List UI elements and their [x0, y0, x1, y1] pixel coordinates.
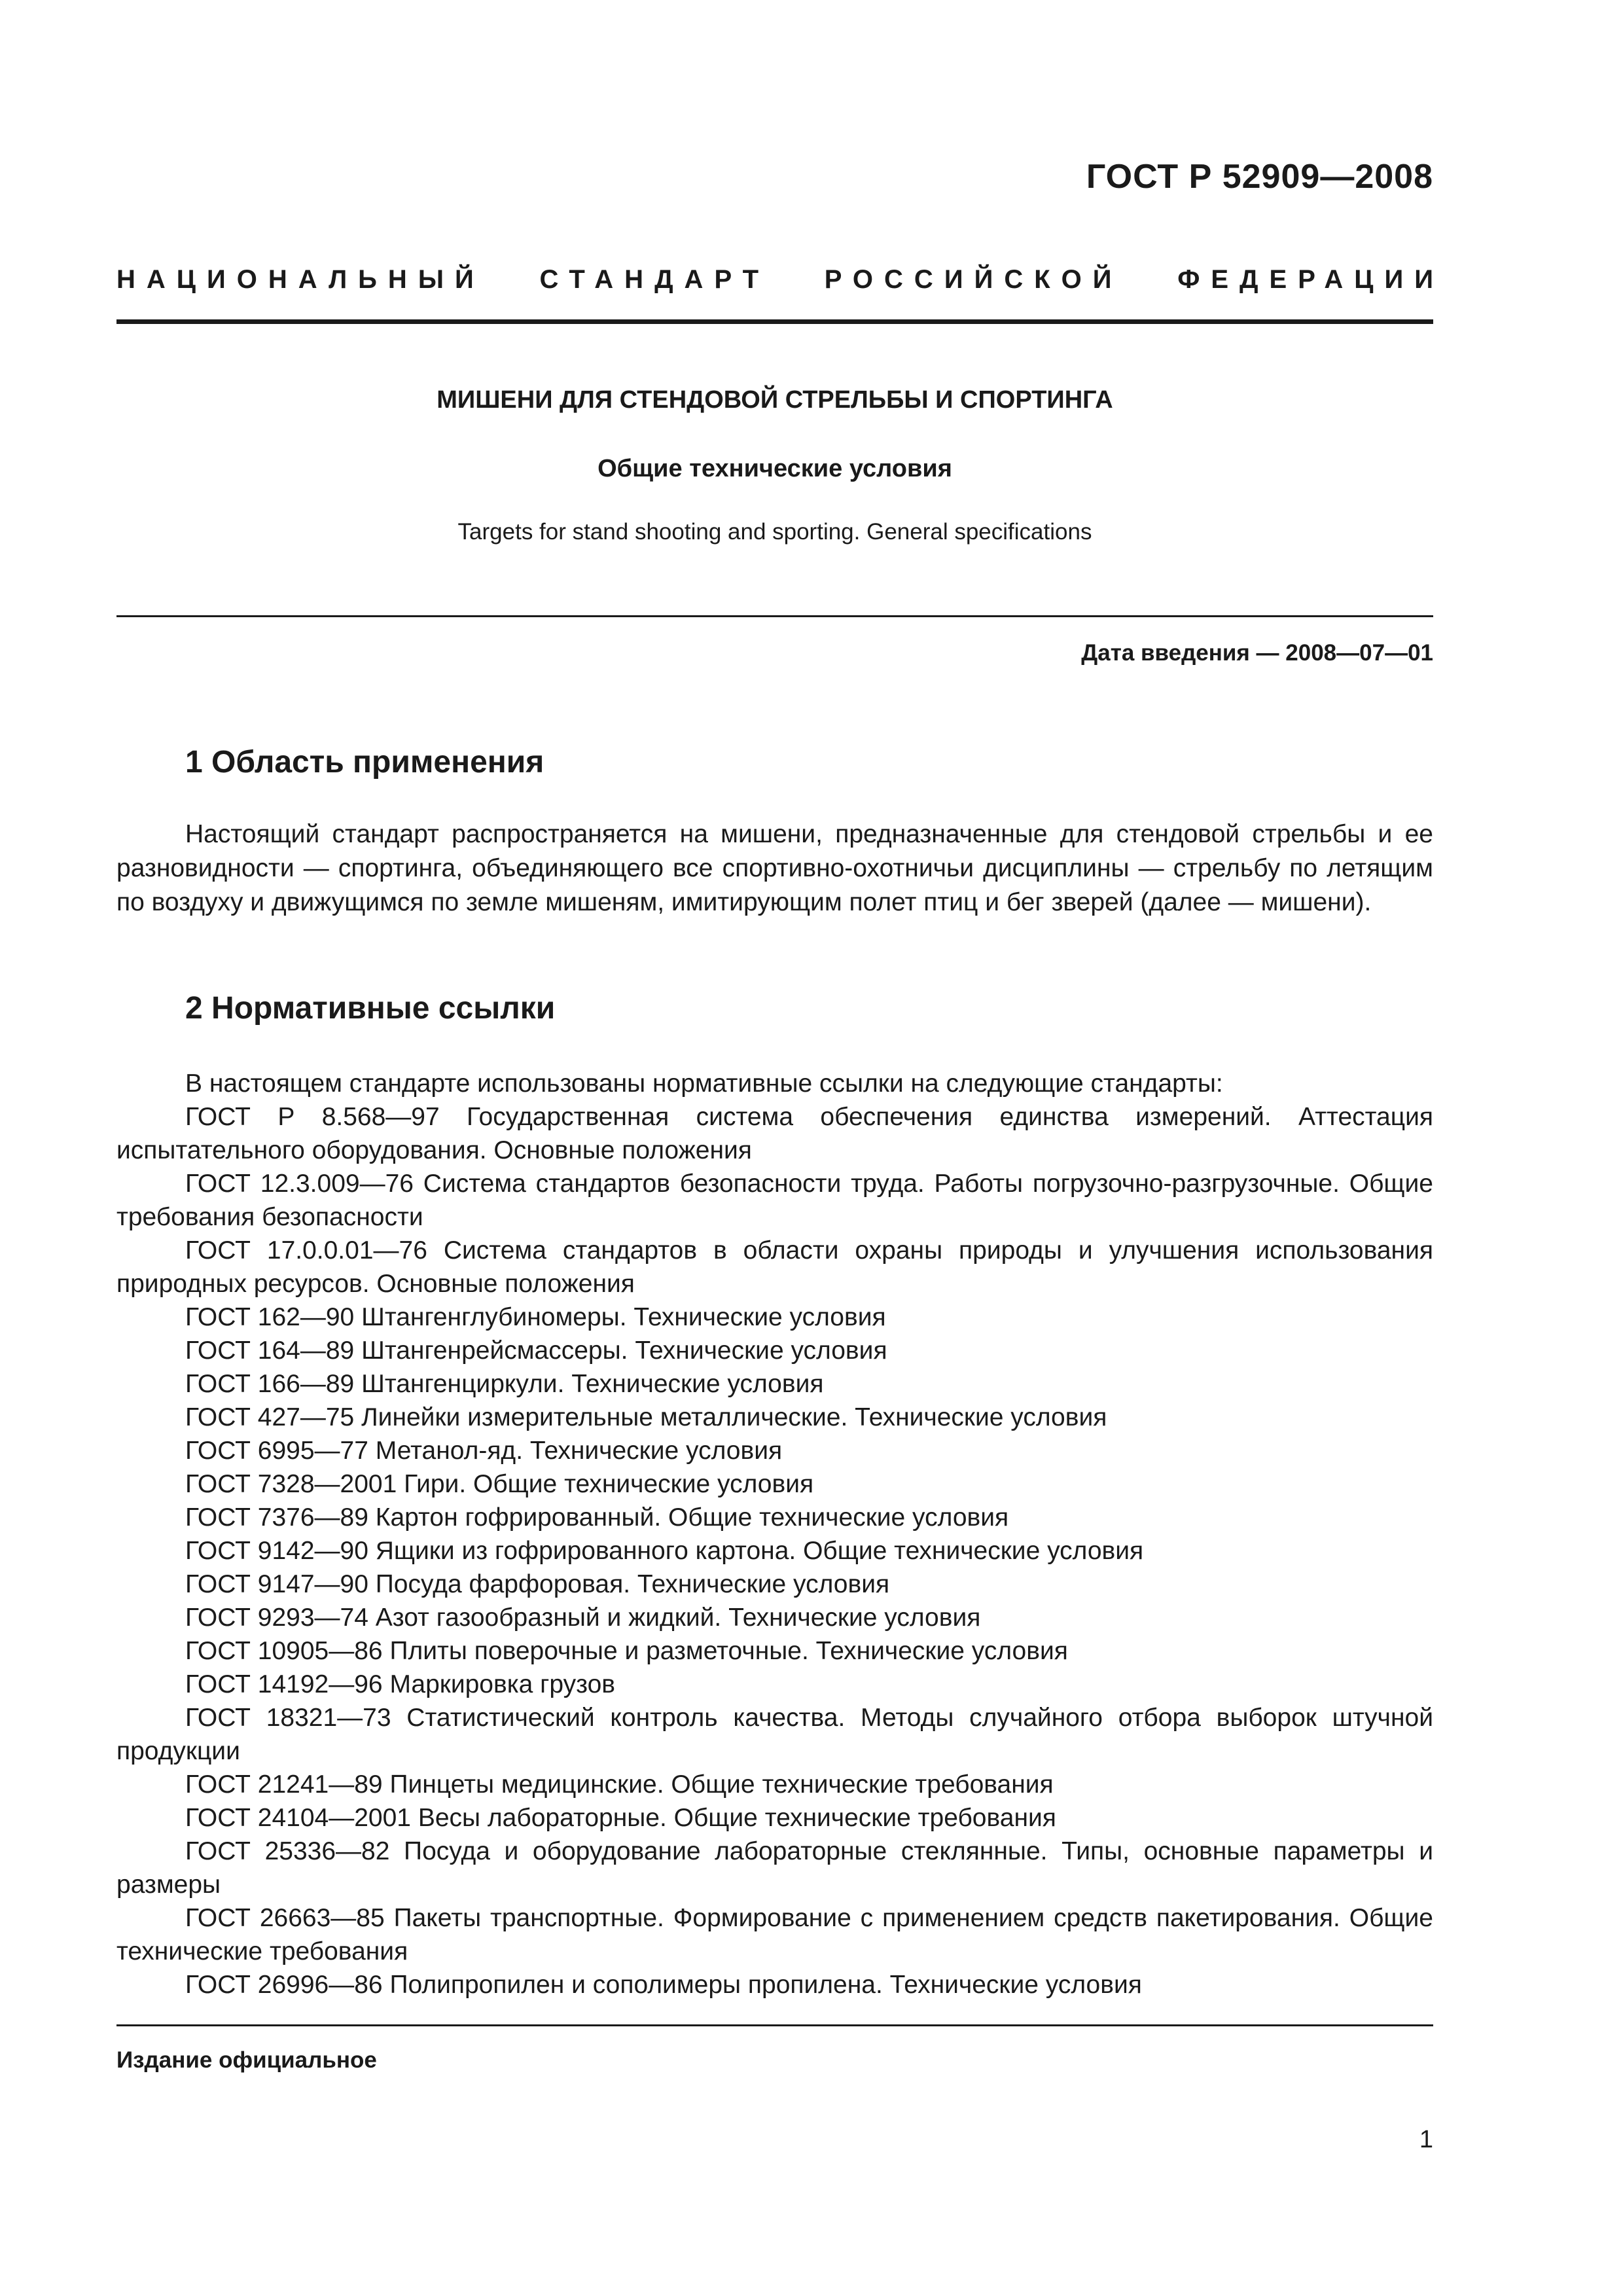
header-word: ФЕДЕРАЦИИ [1177, 265, 1444, 294]
reference-item: ГОСТ 427—75 Линейки измерительные металлические. Технические условия [185, 1403, 1107, 1431]
reference-item: ГОСТ 7376—89 Картон гофрированный. Общие технические условия [185, 1503, 1009, 1532]
document-subtitle: Общие технические условия [597, 455, 952, 482]
reference-item: ГОСТ 17.0.0.01—76 Система стандартов в области охраны природы и улучшения использования природных ресурсов. Основные положения [116, 1236, 1433, 1298]
reference-item: ГОСТ 162—90 Штангенглубиномеры. Технические условия [185, 1303, 886, 1331]
official-edition-label: Издание официальное [116, 2047, 377, 2073]
references-list [116, 1067, 1433, 2001]
section-1-text: Настоящий стандарт распространяется на мишени, предназначенные для стендовой стрельбы и ее разновидности — спортинга, объединяющего все спортивно-охотничьи дисциплины — стрельбу по летящим по воздуху и движущимся по земле мишеням, имитирующим полет птиц и бег зверей (далее — мишени). [116, 820, 1433, 916]
reference-item: ГОСТ 26663—85 Пакеты транспортные. Формирование с применением средств пакетирования. Общие технические требования [116, 1904, 1433, 1965]
reference-item: ГОСТ 26996—86 Полипропилен и сополимеры пропилена. Технические условия [185, 1971, 1142, 1999]
reference-item: ГОСТ 9293—74 Азот газообразный и жидкий. Технические условия [185, 1604, 981, 1632]
page-number: 1 [1419, 2126, 1433, 2153]
header-word: НАЦИОНАЛЬНЫЙ [116, 265, 485, 294]
reference-item: ГОСТ 7328—2001 Гири. Общие технические условия [185, 1470, 814, 1498]
english-title: Targets for stand shooting and sporting. General specifications [457, 519, 1092, 545]
reference-item: ГОСТ 24104—2001 Весы лабораторные. Общие технические требования [185, 1804, 1056, 1832]
title-divider [116, 615, 1433, 617]
header-word: СТАНДАРТ [539, 265, 770, 294]
reference-item: ГОСТ 166—89 Штангенциркули. Технические условия [185, 1370, 824, 1398]
reference-item: ГОСТ 9147—90 Посуда фарфоровая. Технические условия [185, 1570, 890, 1598]
references-intro: В настоящем стандарте использованы нормативные ссылки на следующие стандарты: [185, 1069, 1223, 1098]
reference-item: ГОСТ 14192—96 Маркировка грузов [185, 1670, 615, 1698]
reference-item: ГОСТ 18321—73 Статистический контроль качества. Методы случайного отбора выборок штучной продукции [116, 1704, 1433, 1765]
header-word: РОССИЙСКОЙ [824, 265, 1123, 294]
section-2-heading: 2 Нормативные ссылки [185, 991, 556, 1026]
introduction-date: Дата введения — 2008—07—01 [1081, 640, 1433, 666]
footer-divider [116, 2024, 1433, 2026]
reference-item: ГОСТ 6995—77 Метанол-яд. Технические условия [185, 1437, 783, 1465]
header-divider [116, 319, 1433, 324]
document-title: МИШЕНИ ДЛЯ СТЕНДОВОЙ СТРЕЛЬБЫ И СПОРТИНГА [437, 386, 1113, 414]
national-standard-header [116, 265, 1444, 295]
reference-item: ГОСТ 9142—90 Ящики из гофрированного картона. Общие технические условия [185, 1537, 1144, 1565]
section-1-heading: 1 Область применения [185, 745, 544, 780]
reference-item: ГОСТ 10905—86 Плиты поверочные и разметочные. Технические условия [185, 1637, 1068, 1665]
reference-item: ГОСТ 164—89 Штангенрейсмассеры. Технические условия [185, 1336, 887, 1365]
document-code: ГОСТ Р 52909—2008 [1086, 158, 1433, 196]
reference-item: ГОСТ 25336—82 Посуда и оборудование лабораторные стеклянные. Типы, основные параметры и размеры [116, 1837, 1433, 1899]
reference-item: ГОСТ 12.3.009—76 Система стандартов безопасности труда. Работы погрузочно-разгрузочные. Общие требования безопасности [116, 1170, 1433, 1231]
reference-item: ГОСТ 21241—89 Пинцеты медицинские. Общие технические требования [185, 1770, 1054, 1799]
reference-item: ГОСТ Р 8.568—97 Государственная система обеспечения единства измерений. Аттестация испытательного оборудования. Основные положения [116, 1103, 1433, 1164]
